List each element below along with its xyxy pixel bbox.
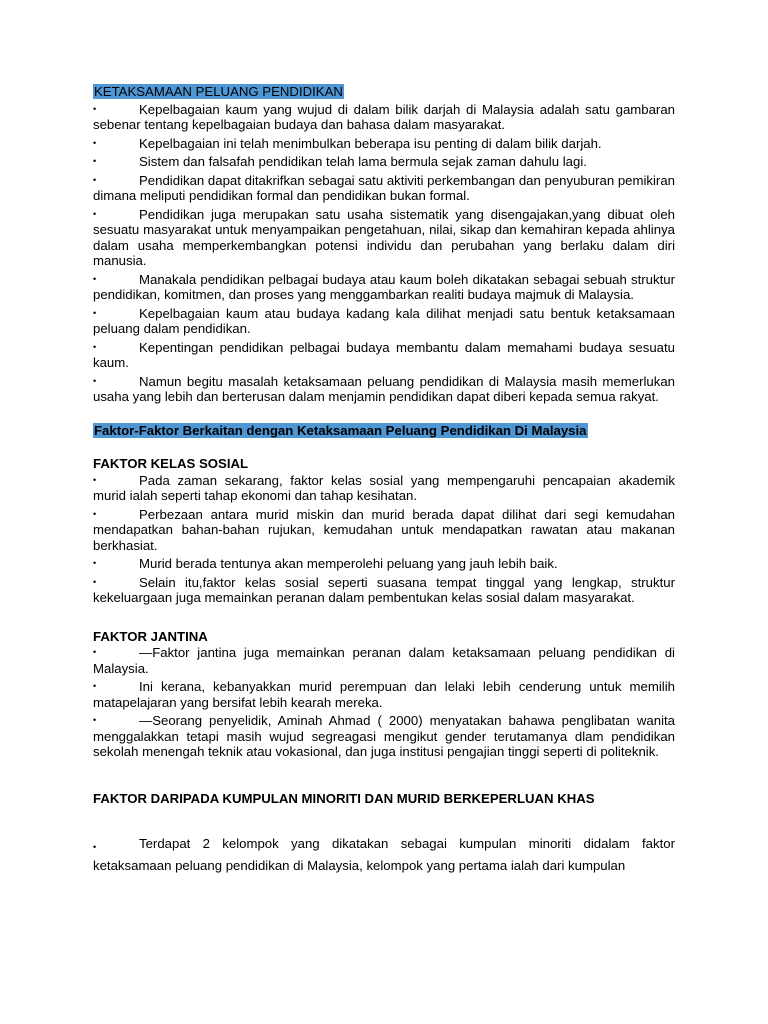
list-item-text: Pendidikan juga merupakan satu usaha sistematik yang disengajakan,yang dibuat oleh sesuatu masyarakat untuk menyampaikan pengetahuan, nilai, sikap dan kemahiran kepada ahlinya dalam usaha memperkembangkan potensi individu dan perubahan yang berlaku dalam diri manusia. bbox=[93, 206, 675, 268]
bullet-icon: • bbox=[93, 715, 97, 725]
bullet-icon: • bbox=[93, 576, 97, 587]
list-item-text: Sistem dan falsafah pendidikan telah lama bermula sejak zaman dahulu lagi. bbox=[139, 154, 587, 169]
list-item-text: Manakala pendidikan pelbagai budaya atau kaum boleh dikatakan sebagai sebuah struktur pendidikan, komitmen, dan proses yang menggambarkan realiti budaya majmuk di Malaysia. bbox=[93, 271, 675, 302]
list-item-text: Perbezaan antara murid miskin dan murid berada dapat dilihat dari segi kemudahan mendapatkan bahan-bahan rujukan, kemudahan untuk mendapatkan rawatan atau makanan berkhasiat. bbox=[93, 506, 675, 553]
list-item-text: Kepelbagaian ini telah menimbulkan beberapa isu penting di dalam bilik darjah. bbox=[139, 135, 602, 151]
list-item-text: Kepelbagaian kaum yang wujud di dalam bilik darjah di Malaysia adalah satu gambaran sebenar tentang kepelbagaian budaya dan bahasa dalam masyarakat. bbox=[93, 101, 675, 132]
list-item bbox=[93, 556, 675, 572]
bullet-icon: • bbox=[93, 558, 97, 568]
list-item bbox=[93, 306, 675, 337]
list-item-text: Pada zaman sekarang, faktor kelas sosial yang mempengaruhi pencapaian akademik murid ialah seperti tahap ekonomi dan tahap kesihatan. bbox=[93, 472, 675, 503]
list-item bbox=[93, 374, 675, 405]
list-item bbox=[93, 340, 675, 371]
list-item-text: Namun begitu masalah ketaksamaan peluang pendidikan di Malaysia masih memerlukan usaha yang lebih dan berterusan dalam menjamin pendidikan dapat diberi kepada semua rakyat. bbox=[93, 373, 675, 404]
title-highlight: KETAKSAMAAN PELUANG PENDIDIKAN bbox=[94, 84, 343, 99]
bullet-icon: • bbox=[93, 647, 97, 657]
list-item bbox=[93, 575, 675, 606]
section-heading-kelas-sosial: FAKTOR KELAS SOSIAL bbox=[93, 456, 249, 471]
list-item bbox=[93, 507, 675, 554]
intro-list bbox=[93, 102, 675, 405]
list-item bbox=[93, 207, 675, 269]
list-item bbox=[93, 679, 675, 710]
list-item bbox=[93, 136, 675, 152]
section-heading-jantina: FAKTOR JANTINA bbox=[93, 628, 208, 644]
bullet-icon: • bbox=[93, 842, 97, 852]
list-item-text: —Seorang penyelidik, Aminah Ahmad ( 2000) menyatakan bahawa penglibatan wanita menggalakkan tetapi masih wujud segreagasi mengikut gender terutamanya dlam pendidikan sekolah menengah teknik atau vokasional, dan juga institusi pengajian tinggi seperti di politeknik. bbox=[93, 713, 675, 759]
list-item-text: Pendidikan dapat ditakrifkan sebagai satu aktiviti perkembangan dan penyuburan pemikiran dimana meliputi pendidikan formal dan pendidikan bukan formal. bbox=[93, 172, 675, 203]
bullet-icon: • bbox=[93, 375, 97, 386]
minoriti-list bbox=[93, 833, 675, 877]
bullet-icon: • bbox=[93, 307, 97, 318]
list-item-text: Ini kerana, kebanyakkan murid perempuan dan lelaki lebih cenderung untuk memilih matapelajaran yang bersifat lebih kearah mereka. bbox=[93, 679, 675, 710]
section-heading-minoriti: FAKTOR DARIPADA KUMPULAN MINORITI DAN MURID BERKEPERLUAN KHAS bbox=[93, 790, 595, 806]
list-item bbox=[93, 154, 675, 170]
bullet-icon: • bbox=[93, 681, 97, 691]
bullet-icon: • bbox=[93, 273, 97, 284]
bullet-icon: • bbox=[93, 474, 97, 485]
bullet-icon: • bbox=[93, 208, 97, 219]
bullet-icon: • bbox=[93, 174, 97, 185]
list-item bbox=[93, 645, 675, 676]
list-item-text: Selain itu,faktor kelas sosial seperti suasana tempat tinggal yang lengkap, struktur kekeluargaan juga memainkan peranan dalam pembentukan kelas sosial dalam masyarakat. bbox=[93, 574, 675, 605]
list-item bbox=[93, 833, 675, 877]
document-page bbox=[93, 84, 675, 880]
bullet-icon: • bbox=[93, 341, 97, 352]
document-title bbox=[93, 84, 675, 100]
list-item bbox=[93, 173, 675, 204]
list-item-text: Kepentingan pendidikan pelbagai budaya membantu dalam memahami budaya sesuatu kaum. bbox=[93, 339, 675, 370]
bullet-icon: • bbox=[93, 103, 97, 114]
list-item bbox=[93, 473, 675, 504]
list-item-text: —Faktor jantina juga memainkan peranan dalam ketaksamaan peluang pendidikan di Malaysia. bbox=[93, 645, 675, 676]
bullet-icon: • bbox=[93, 508, 97, 519]
list-item-text: Murid berada tentunya akan memperolehi peluang yang jauh lebih baik. bbox=[139, 556, 558, 571]
list-item-text: Terdapat 2 kelompok yang dikatakan sebagai kumpulan minoriti didalam faktor ketaksamaan peluang pendidikan di Malaysia, kelompok yang pertama ialah dari kumpulan bbox=[93, 836, 675, 873]
list-item bbox=[93, 713, 675, 760]
bullet-icon: • bbox=[93, 137, 97, 148]
kelas-sosial-list bbox=[93, 473, 675, 606]
list-item bbox=[93, 102, 675, 133]
list-item bbox=[93, 272, 675, 303]
list-item-text: Kepelbagaian kaum atau budaya kadang kala dilihat menjadi satu bentuk ketaksamaan peluang dalam pendidikan. bbox=[93, 305, 675, 336]
jantina-list bbox=[93, 645, 675, 760]
bullet-icon: • bbox=[93, 156, 97, 166]
factors-heading-highlight: Faktor-Faktor Berkaitan dengan Ketaksamaan Peluang Pendidikan Di Malaysia bbox=[94, 422, 587, 438]
factors-heading bbox=[93, 423, 675, 439]
